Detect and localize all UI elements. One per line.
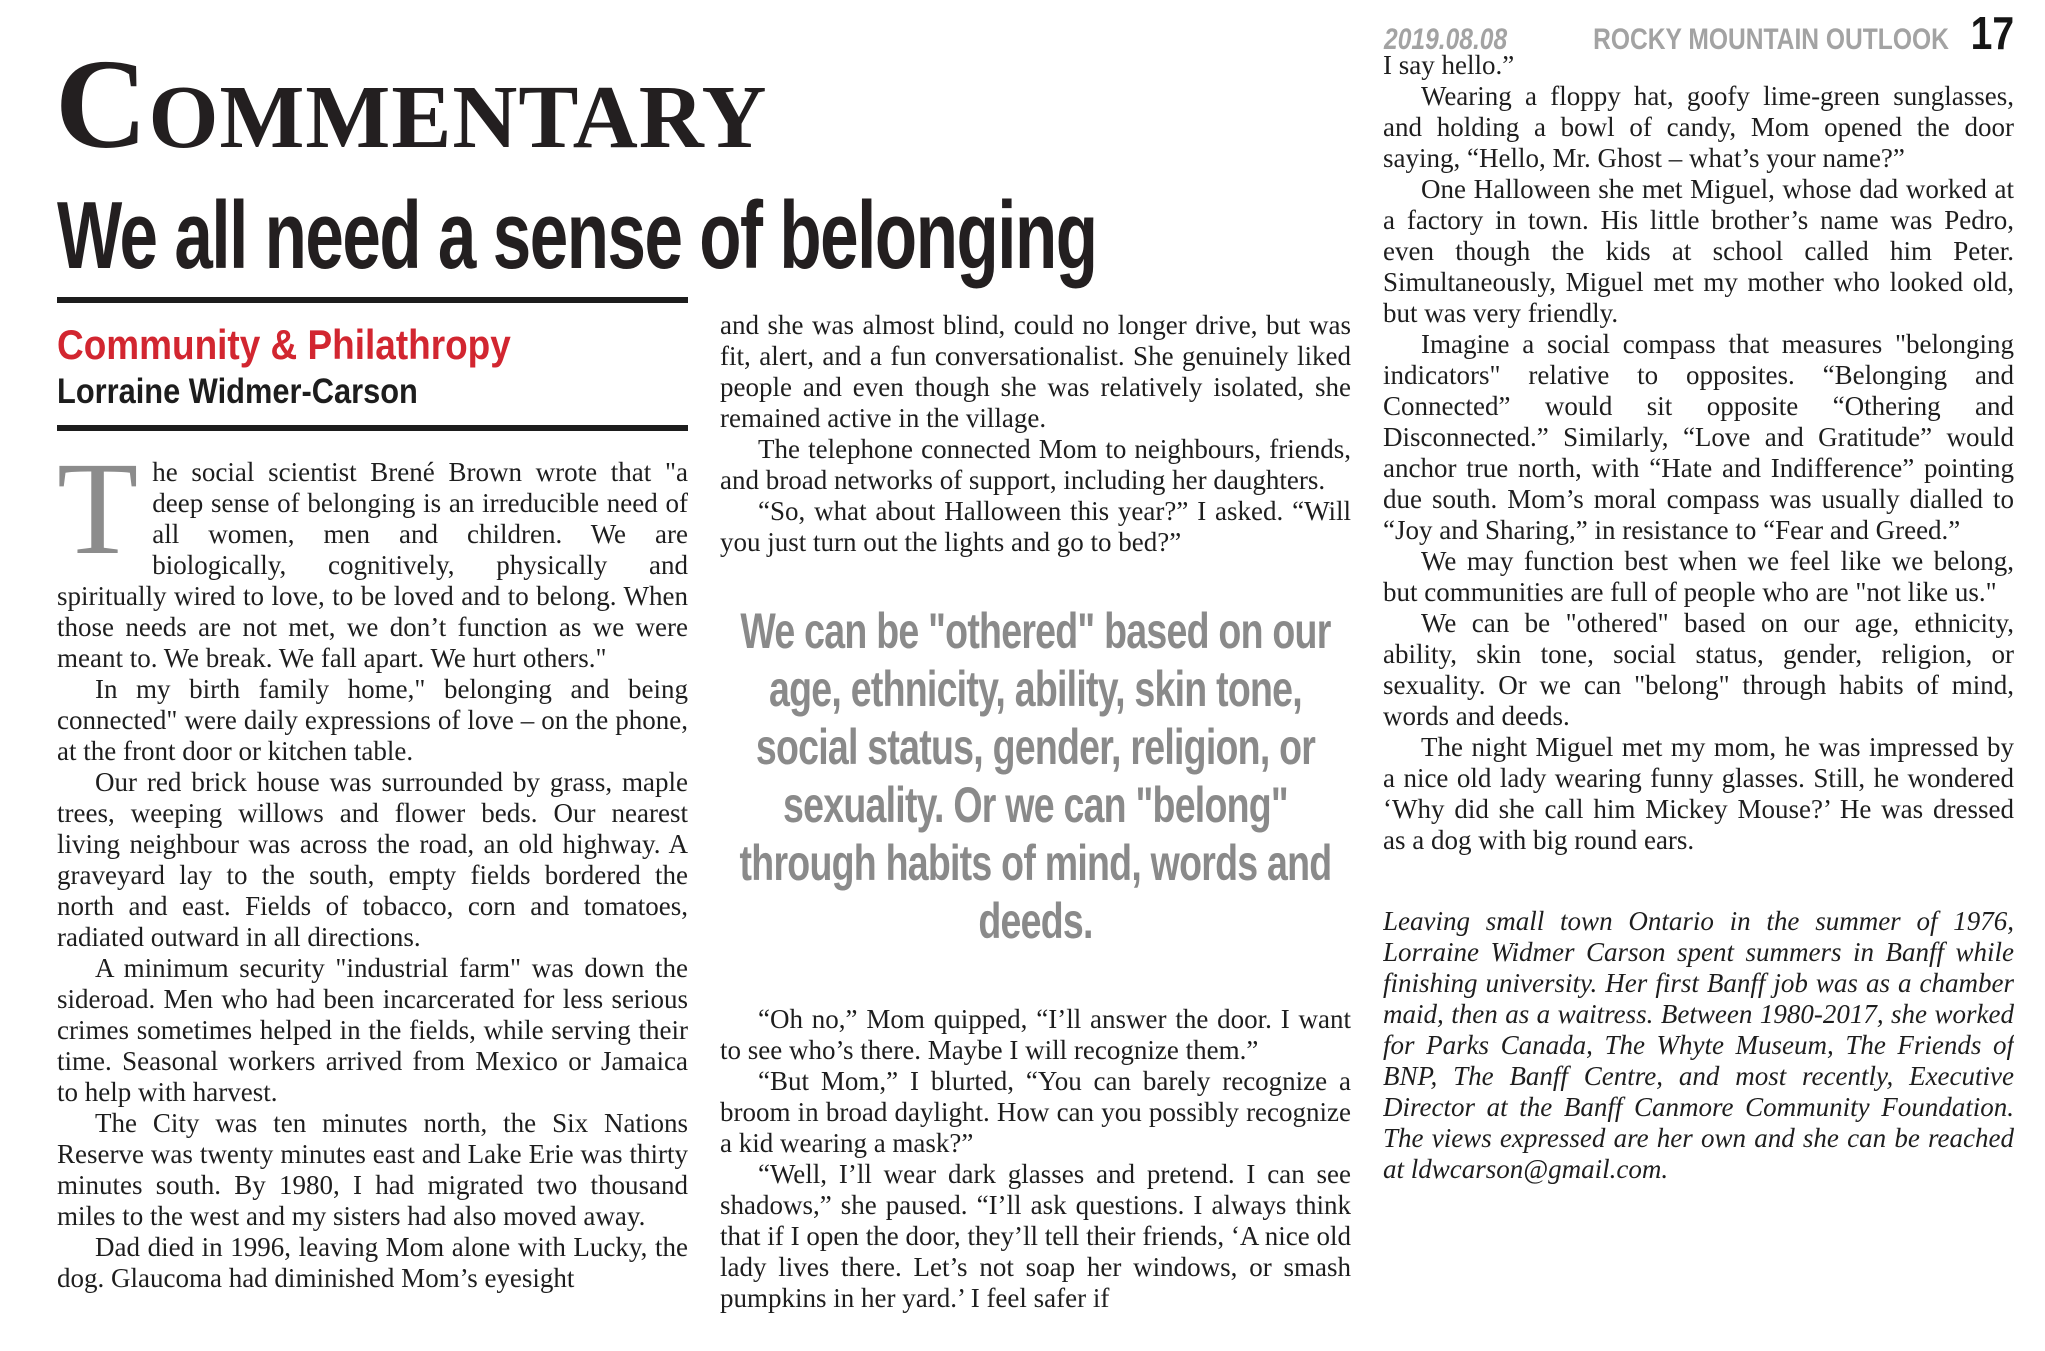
body-paragraph: “So, what about Halloween this year?” I asked. “Will you just turn out the lights and go to bed?” [720, 496, 1351, 557]
body-paragraph: One Halloween she met Miguel, whose dad worked at a factory in town. His little brother’s name was Pedro, even though the kids at school called him Peter. Simultaneously, Miguel met my mother who looked old, but was very friendly. [1383, 174, 2014, 328]
pull-quote: We can be "othered" based on our age, ethnicity, ability, skin tone, social status, gender, religion, or sexuality. Or we can "belong" through habits of mind, words and deeds. [739, 603, 1332, 949]
masthead-date: 2019.08.08 [1383, 23, 1507, 56]
body-paragraph: “But Mom,” I blurted, “You can barely recognize a broom in broad daylight. How can you possibly recognize a kid wearing a mask?” [720, 1066, 1351, 1158]
body-paragraph: The City was ten minutes north, the Six Nations Reserve was twenty minutes east and Lake Erie was thirty minutes south. By 1980, I had migrated two thousand miles to the west and my sisters had also moved away. [57, 1108, 688, 1231]
body-paragraph: and she was almost blind, could no longer drive, but was fit, alert, and a fun conversationalist. She genuinely liked people and even though she was relatively isolated, she remained active in the village. [720, 310, 1351, 433]
body-paragraph: We can be "othered" based on our age, ethnicity, ability, skin tone, social status, gender, religion, or sexuality. Or we can "belong" through habits of mind, words and deeds. [1383, 608, 2014, 731]
article-column-3 [1383, 50, 2014, 1351]
body-paragraph: Dad died in 1996, leaving Mom alone with Lucky, the dog. Glaucoma had diminished Mom’s eyesight [57, 1232, 688, 1293]
body-paragraph: The night Miguel met my mom, he was impressed by a nice old lady wearing funny glasses. Still, he wondered ‘Why did she call him Mickey Mouse?’ He was dressed as a dog with big round ears. [1383, 732, 2014, 855]
section-title: Commentary [55, 33, 768, 175]
body-paragraph: I say hello.” [1383, 50, 1515, 80]
headline-divider [57, 297, 688, 303]
author-bio: Leaving small town Ontario in the summer of 1976, Lorraine Widmer Carson spent summers in Banff while finishing university. Her first Banff job was as a chamber maid, then as a waitress. Between 1980-2017, she worked for Parks Canada, The Whyte Museum, The Friends of BNP, The Banff Centre, and most recently, Executive Director at the Banff Canmore Community Foundation. The views expressed are her own and she can be reached at ldwcarson@gmail.com. [1383, 906, 2014, 1184]
paragraph-text: he social scientist Brené Brown wrote that "a deep sense of belonging is an irreducible need of all women, men and children. We are biologically, cognitively, physically and spiritually wired to love, to be loved and to belong. When those needs are not met, we don’t function as we were meant to. We break. We fall apart. We hurt others." [57, 457, 688, 673]
body-paragraph: Our red brick house was surrounded by grass, maple trees, weeping willows and flower beds. Our nearest living neighbour was across the road, an old highway. A graveyard lay to the south, empty fields bordered the north and east. Fields of tobacco, corn and tomatoes, radiated outward in all directions. [57, 767, 688, 952]
article-column-2 [720, 310, 1351, 1351]
body-paragraph: “Well, I’ll wear dark glasses and pretend. I can see shadows,” she paused. “I’ll ask questions. I always think that if I open the door, they’ll tell their friends, ‘A nice old lady lives there. Let’s not soap her windows, or smash pumpkins in her yard.’ I feel safer if [720, 1159, 1351, 1313]
body-paragraph [57, 434, 688, 674]
body-paragraph: In my birth family home," belonging and being connected" were daily expressions of love – on the phone, at the front door or kitchen table. [57, 674, 688, 766]
article-headline: We all need a sense of belonging [57, 182, 1097, 289]
body-paragraph: The telephone connected Mom to neighbours, friends, and broad networks of support, including her daughters. [720, 434, 1351, 495]
body-paragraph: A minimum security "industrial farm" was down the sideroad. Men who had been incarcerated for less serious crimes sometimes helped in the fields, while serving their time. Seasonal workers arrived from Mexico or Jamaica to help with harvest. [57, 953, 688, 1107]
body-paragraph: “Oh no,” Mom quipped, “I’ll answer the door. I want to see who’s there. Maybe I will recognize them.” [720, 1004, 1351, 1065]
byline-divider [57, 425, 688, 431]
kicker: Community & Philathropy [57, 321, 511, 368]
masthead-page-number: 17 [1970, 7, 2014, 59]
body-paragraph: Imagine a social compass that measures "belonging indicators" relative to opposites. “Belonging and Connected” would sit opposite “Othering and Disconnected.” Similarly, “Love and Gratitude” would anchor true north, with “Hate and Indifference” pointing due south. Mom’s moral compass was usually dialled to “Joy and Sharing,” in resistance to “Fear and Greed.” [1383, 329, 2014, 545]
article-column-1 [57, 312, 688, 1351]
drop-cap: T [57, 434, 139, 582]
body-paragraph: Wearing a floppy hat, goofy lime-green sunglasses, and holding a bowl of candy, Mom opened the door saying, “Hello, Mr. Ghost – what’s your name?” [1383, 81, 2014, 173]
body-paragraph: We may function best when we feel like we belong, but communities are full of people who are "not like us." [1383, 546, 2014, 607]
byline: Lorraine Widmer-Carson [57, 372, 418, 411]
masthead-publication: ROCKY MOUNTAIN OUTLOOK [1593, 23, 1949, 56]
